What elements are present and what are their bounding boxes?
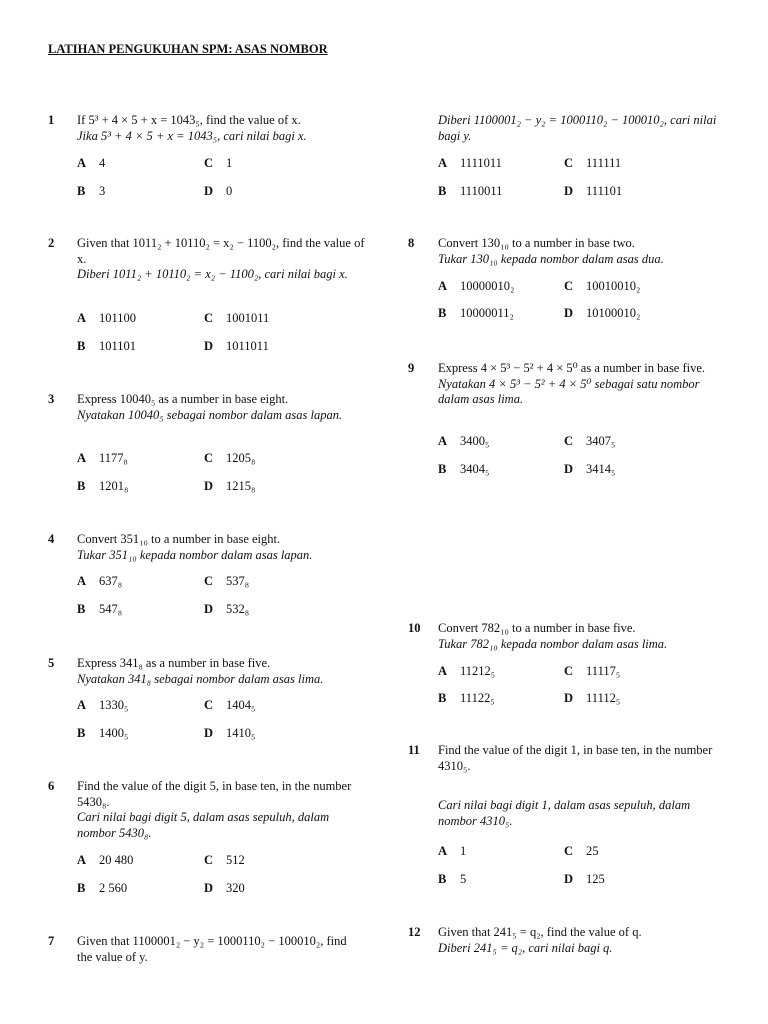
question-malay: Jika 5³ + 4 × 5 + x = 1043₅, cari nilai bagi x. bbox=[77, 128, 307, 143]
option-c[interactable]: C 512 bbox=[204, 853, 245, 867]
option-b[interactable]: B 3404₅ bbox=[438, 462, 490, 476]
option-c[interactable]: C 11117₅ bbox=[564, 664, 621, 678]
question-text bbox=[438, 743, 723, 829]
question-english: Convert 351₁₀ to a number in base eight. bbox=[77, 532, 281, 546]
question-number: 1 bbox=[48, 113, 55, 127]
question-malay: Diberi 1100001₂ − y₂ = 1000110₂ − 100010₂, cari nilai bagi y. bbox=[438, 113, 717, 143]
question-english: If 5³ + 4 × 5 + x = 1043₅, find the value of x. bbox=[77, 113, 301, 127]
question-english: Find the value of the digit 1, in base ten, in the number 4310₅. bbox=[438, 743, 713, 773]
option-d[interactable]: D 1215₈ bbox=[204, 479, 256, 493]
option-b[interactable]: B 1201₈ bbox=[77, 479, 129, 493]
option-a[interactable]: A 4 bbox=[77, 156, 106, 170]
question-english: Convert 130₁₀ to a number in base two. bbox=[438, 236, 635, 250]
question-english: Given that 1100001₂ − y₂ = 1000110₂ − 100010₂, find the value of y. bbox=[77, 934, 347, 964]
question-text bbox=[77, 779, 367, 841]
question-text bbox=[438, 361, 728, 408]
question-number: 4 bbox=[48, 532, 55, 546]
option-a[interactable]: A 1111011 bbox=[438, 156, 502, 170]
option-d[interactable]: D 0 bbox=[204, 184, 233, 198]
option-b[interactable]: B 2 560 bbox=[77, 881, 128, 895]
option-a[interactable]: A 10000010₂ bbox=[438, 279, 515, 293]
question-malay: Diberi 1011₂ + 10110₂ = x₂ − 1100₂, cari nilai bagi x. bbox=[77, 267, 348, 281]
option-c[interactable]: C 10010010₂ bbox=[564, 279, 641, 293]
option-c[interactable]: C 1001011 bbox=[204, 311, 270, 325]
option-a[interactable]: A 1177₈ bbox=[77, 451, 128, 465]
question-text bbox=[438, 236, 728, 267]
option-b[interactable]: B 5 bbox=[438, 872, 467, 886]
question-number: 5 bbox=[48, 656, 55, 670]
option-a[interactable]: A 1 bbox=[438, 844, 467, 858]
option-d[interactable]: D 320 bbox=[204, 881, 245, 895]
question-text bbox=[77, 113, 367, 144]
question-number: 11 bbox=[408, 743, 420, 757]
question-malay: Cari nilai bagi digit 1, dalam asas sepuluh, dalam nombor 4310₅. bbox=[438, 798, 691, 828]
question-malay: Tukar 782₁₀ kepada nombor dalam asas lima. bbox=[438, 636, 668, 651]
question-english: Express 10040₅ as a number in base eight. bbox=[77, 392, 289, 406]
option-b[interactable]: B 11122₅ bbox=[438, 691, 495, 705]
question-malay: Cari nilai bagi digit 5, dalam asas sepuluh, dalam nombor 5430₈. bbox=[77, 810, 330, 840]
question-number: 6 bbox=[48, 779, 55, 793]
question-english: Given that 241₅ = q₂, find the value of q. bbox=[438, 925, 642, 939]
question-malay: Tukar 351₁₀ kepada nombor dalam asas lapan. bbox=[77, 547, 313, 562]
question-english: Convert 782₁₀ to a number in base five. bbox=[438, 621, 636, 635]
option-b[interactable]: B 547₈ bbox=[77, 602, 123, 616]
question-english: Find the value of the digit 5, in base ten, in the number 5430₈. bbox=[77, 779, 352, 809]
question-english: Express 4 × 5³ − 5² + 4 × 5⁰ as a number in base five. bbox=[438, 361, 706, 375]
option-c[interactable]: C 3407₅ bbox=[564, 434, 616, 448]
option-b[interactable]: B 101101 bbox=[77, 339, 137, 353]
option-a[interactable]: A 20 480 bbox=[77, 853, 134, 867]
question-text bbox=[438, 925, 728, 956]
option-d[interactable]: D 1410₅ bbox=[204, 726, 256, 740]
question-english: Given that 1011₂ + 10110₂ = x₂ − 1100₂, find the value of x. bbox=[77, 236, 365, 266]
option-b[interactable]: B 10000011₂ bbox=[438, 306, 514, 320]
question-text bbox=[77, 236, 367, 283]
question-number: 2 bbox=[48, 236, 55, 250]
option-d[interactable]: D 1011011 bbox=[204, 339, 269, 353]
option-a[interactable]: A 637₈ bbox=[77, 574, 123, 588]
option-b[interactable]: B 1110011 bbox=[438, 184, 503, 198]
question-text bbox=[77, 532, 367, 563]
option-d[interactable]: D 3414₅ bbox=[564, 462, 616, 476]
question-number: 9 bbox=[408, 361, 415, 375]
question-number: 7 bbox=[48, 934, 55, 948]
option-d[interactable]: D 11112₅ bbox=[564, 691, 621, 705]
option-c[interactable]: C 537₈ bbox=[204, 574, 250, 588]
question-number: 12 bbox=[408, 925, 421, 939]
option-a[interactable]: A 11212₅ bbox=[438, 664, 496, 678]
question-malay: Nyatakan 341₈ sebagai nombor dalam asas lima. bbox=[77, 671, 324, 686]
option-b[interactable]: B 1400₅ bbox=[77, 726, 129, 740]
option-d[interactable]: D 532₈ bbox=[204, 602, 250, 616]
option-c[interactable]: C 25 bbox=[564, 844, 599, 858]
option-d[interactable]: D 125 bbox=[564, 872, 605, 886]
question-number: 10 bbox=[408, 621, 421, 635]
question-malay: Nyatakan 4 × 5³ − 5² + 4 × 5⁰ sebagai satu nombor dalam asas lima. bbox=[438, 376, 700, 406]
option-c[interactable]: C 1404₅ bbox=[204, 698, 256, 712]
question-malay: Tukar 130₁₀ kepada nombor dalam asas dua. bbox=[438, 251, 664, 266]
option-c[interactable]: C 1205₈ bbox=[204, 451, 256, 465]
page-title: LATIHAN PENGUKUHAN SPM: ASAS NOMBOR bbox=[48, 42, 328, 56]
question-malay: Diberi 241₅ = q₂, cari nilai bagi q. bbox=[438, 940, 613, 955]
question-english: Express 341₈ as a number in base five. bbox=[77, 656, 271, 670]
option-a[interactable]: A 3400₅ bbox=[438, 434, 490, 448]
question-text bbox=[77, 656, 367, 687]
option-c[interactable]: C 111111 bbox=[564, 156, 622, 170]
option-c[interactable]: C 1 bbox=[204, 156, 233, 170]
option-d[interactable]: D 10100010₂ bbox=[564, 306, 641, 320]
question-number: 8 bbox=[408, 236, 415, 250]
question-number: 3 bbox=[48, 392, 55, 406]
option-a[interactable]: A 1330₅ bbox=[77, 698, 129, 712]
option-a[interactable]: A 101100 bbox=[77, 311, 137, 325]
option-b[interactable]: B 3 bbox=[77, 184, 106, 198]
question-text bbox=[438, 621, 728, 652]
option-d[interactable]: D 111101 bbox=[564, 184, 623, 198]
question-text bbox=[77, 392, 367, 423]
question-malay: Nyatakan 10040₅ sebagai nombor dalam asas lapan. bbox=[77, 407, 343, 422]
